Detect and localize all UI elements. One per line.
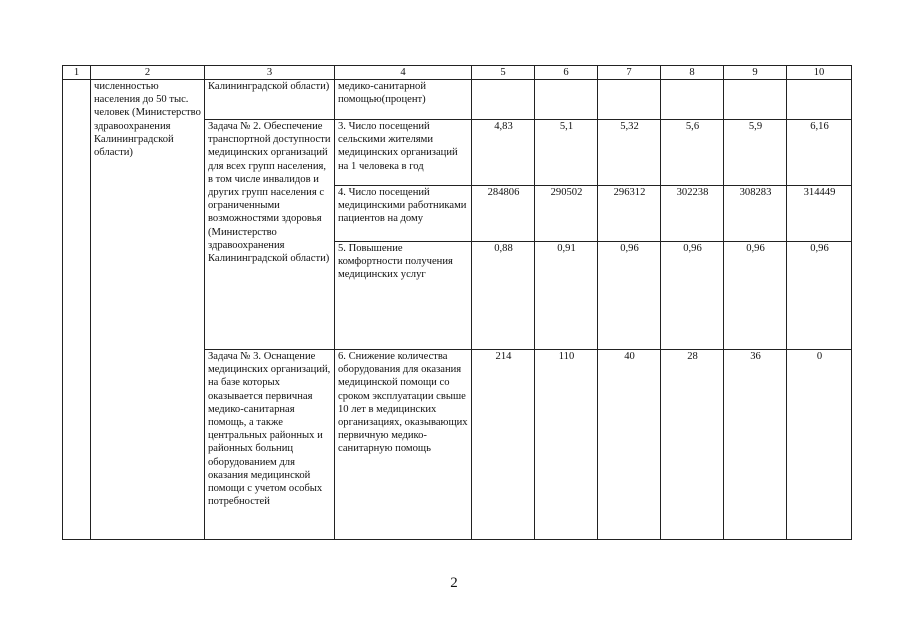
indicator-cell: 6. Снижение количества оборудования для оказания медицинской помощи со сроком эксплуатации свыше 10 лет в медицинских организациях, оказывающих первичную медико-санитарную помощь: [335, 350, 472, 540]
indicator-cell: [335, 80, 472, 120]
value-cell: 36: [724, 350, 787, 540]
header-cell: 2: [91, 66, 205, 80]
value-cell: 0,96: [787, 242, 852, 350]
header-cell: 6: [535, 66, 598, 80]
value-cell: 40: [598, 350, 661, 540]
header-cell: 8: [661, 66, 724, 80]
header-cell: 3: [205, 66, 335, 80]
value-cell: 314449: [787, 186, 852, 242]
header-cell: 7: [598, 66, 661, 80]
indicator-cell: 3. Число посещений сельскими жителями медицинских организаций на 1 человека в год: [335, 120, 472, 186]
program-goal-text: численностью населения до 50 тыс. человек (Министерство здравоохранения Калининградской области): [94, 81, 201, 159]
header-row: [63, 66, 852, 80]
page-number: 2: [450, 575, 458, 591]
task-1-continuation: Калининградской области): [208, 81, 330, 92]
header-cell: 1: [63, 66, 91, 80]
value-cell: 5,9: [724, 120, 787, 186]
value-cell: 0: [787, 350, 852, 540]
data-table: [62, 65, 852, 540]
value-cell: [598, 80, 661, 120]
value-cell: [724, 80, 787, 120]
value-cell: 5,1: [535, 120, 598, 186]
value-cell: 110: [535, 350, 598, 540]
value-cell: 6,16: [787, 120, 852, 186]
value-cell: 290502: [535, 186, 598, 242]
indicator-cell: 4. Число посещений медицинскими работниками пациентов на дому: [335, 186, 472, 242]
task-cell: Задача № 2. Обеспечение транспортной доступности медицинских организаций для всех групп населения, в том числе инвалидов и других групп населения с ограниченными возможностями здоровья (Министерство здравоохранения Калининградской области): [205, 120, 335, 350]
value-cell: 284806: [472, 186, 535, 242]
value-cell: [661, 80, 724, 120]
value-cell: 302238: [661, 186, 724, 242]
value-cell: 296312: [598, 186, 661, 242]
task-cell: Задача № 3. Оснащение медицинских организаций, на базе которых оказывается первичная медико-санитарная помощь, а также центральных районных и районных больниц оборудованием для оказания медицинской помощи с учетом особых потребностей: [205, 350, 335, 540]
value-cell: [535, 80, 598, 120]
value-cell: 0,88: [472, 242, 535, 350]
value-cell: 0,96: [598, 242, 661, 350]
value-cell: 5,32: [598, 120, 661, 186]
value-cell: [472, 80, 535, 120]
table-row: [63, 80, 852, 120]
header-cell: 4: [335, 66, 472, 80]
header-cell: 9: [724, 66, 787, 80]
value-cell: 214: [472, 350, 535, 540]
value-cell: 308283: [724, 186, 787, 242]
value-cell: 5,6: [661, 120, 724, 186]
header-cell: 10: [787, 66, 852, 80]
value-cell: 0,96: [661, 242, 724, 350]
value-cell: [787, 80, 852, 120]
indicator-cell: 5. Повышение комфортности получения медицинских услуг: [335, 242, 472, 350]
value-cell: 0,96: [724, 242, 787, 350]
header-cell: 5: [472, 66, 535, 80]
value-cell: 28: [661, 350, 724, 540]
program-goal-cell: [91, 80, 205, 540]
indicator-2-continuation: медико-санитарной помощью(процент): [338, 81, 427, 106]
value-cell: 0,91: [535, 242, 598, 350]
value-cell: 4,83: [472, 120, 535, 186]
row-number-cell: [63, 80, 91, 540]
task-cell: [205, 80, 335, 120]
